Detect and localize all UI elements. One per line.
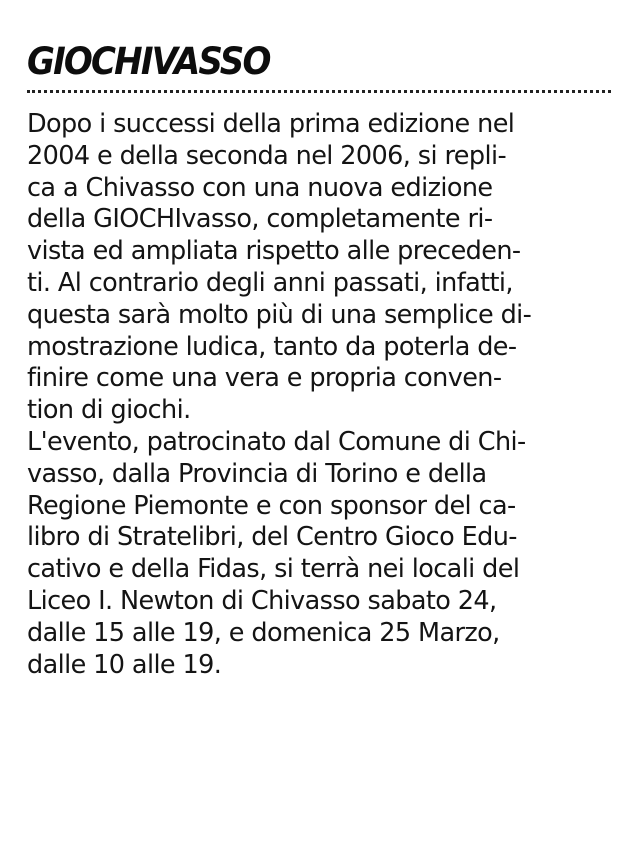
text-line: vasso, dalla Provincia di Torino e della bbox=[27, 458, 487, 489]
text-line: L'evento, patrocinato dal Comune di Chi- bbox=[27, 426, 526, 457]
text-line: dalle 10 alle 19. bbox=[27, 649, 222, 680]
article bbox=[27, 40, 611, 681]
text-line: ti. Al contrario degli anni passati, infatti, bbox=[27, 267, 513, 298]
text-line: ca a Chivasso con una nuova edizione bbox=[27, 172, 493, 203]
text-line: mostrazione ludica, tanto da poterla de- bbox=[27, 331, 517, 362]
text-line: cativo e della Fidas, si terrà nei locali del bbox=[27, 554, 520, 585]
text-line: Regione Piemonte e con sponsor del ca- bbox=[27, 490, 516, 521]
text-line: questa sarà molto più di una semplice di- bbox=[27, 299, 532, 330]
text-line: libro di Stratelibri, del Centro Gioco Edu- bbox=[27, 522, 517, 553]
text-line: vista ed ampliata rispetto alle preceden- bbox=[27, 236, 521, 267]
dotted-divider bbox=[27, 90, 611, 93]
article-title: GIOCHIVASSO bbox=[27, 40, 270, 83]
text-line: Liceo I. Newton di Chivasso sabato 24, bbox=[27, 585, 497, 616]
text-line: finire come una vera e propria conven- bbox=[27, 363, 502, 394]
text-line: dalle 15 alle 19, e domenica 25 Marzo, bbox=[27, 617, 500, 648]
text-line: tion di giochi. bbox=[27, 395, 191, 426]
text-line: 2004 e della seconda nel 2006, si repli- bbox=[27, 140, 507, 171]
text-line: della GIOCHIvasso, completamente ri- bbox=[27, 204, 493, 235]
text-line: Dopo i successi della prima edizione nel bbox=[27, 109, 515, 139]
article-body bbox=[27, 109, 611, 681]
